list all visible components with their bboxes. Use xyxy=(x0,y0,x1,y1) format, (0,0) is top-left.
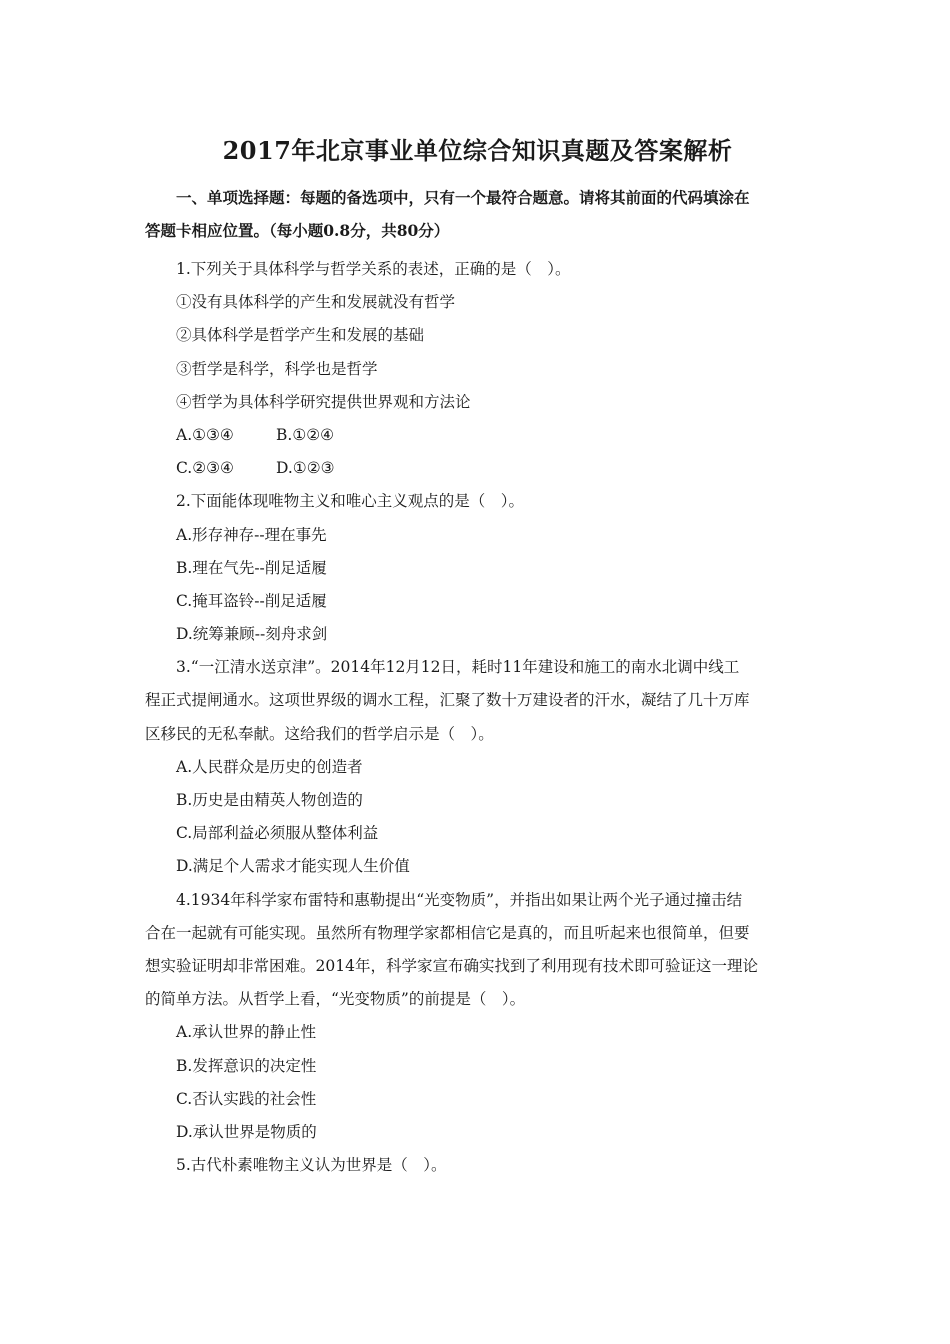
question-4-option-a: A.承认世界的静止性 xyxy=(176,1023,317,1042)
question-2-option-c: C.掩耳盗铃--削足适履 xyxy=(176,591,327,610)
question-3-stem-line-2: 程正式提闸通水。这项世界级的调水工程，汇聚了数十万建设者的汗水，凝结了几十万库 xyxy=(145,691,750,710)
section-heading-line-1: 一、单项选择题：每题的备选项中，只有一个最符合题意。请将其前面的代码填涂在 xyxy=(176,188,750,207)
question-4-option-c: C.否认实践的社会性 xyxy=(176,1089,317,1108)
section-heading-line-2: 答题卡相应位置。（每小题0.8分，共80分） xyxy=(145,221,450,240)
question-4-stem-line-1: 4.1934年科学家布雷特和惠勒提出“光变物质”，并指出如果让两个光子通过撞击结 xyxy=(176,890,743,909)
question-1-stem: 1.下列关于具体科学与哲学关系的表述，正确的是（ ）。 xyxy=(176,260,571,278)
question-2-option-d: D.统筹兼顾--刻舟求剑 xyxy=(176,625,328,644)
question-1-statement-1: ①没有具体科学的产生和发展就没有哲学 xyxy=(176,293,456,312)
question-1-options-row-1 xyxy=(145,419,810,452)
question-2-option-b: B.理在气先--削足适履 xyxy=(176,558,327,577)
question-3-stem-line-1: 3.“一江清水送京津”。2014年12月12日，耗时11年建设和施工的南水北调中线工 xyxy=(176,658,740,677)
question-4-stem-line-3: 想实验证明却非常困难。2014年，科学家宣布确实找到了利用现有技术即可验证这一理论 xyxy=(145,956,758,975)
question-3-option-c: C.局部利益必须服从整体利益 xyxy=(176,824,379,843)
document-title: 2017年北京事业单位综合知识真题及答案解析 xyxy=(222,136,733,165)
question-4-option-b: B.发挥意识的决定性 xyxy=(176,1056,317,1075)
question-3-option-b: B.历史是由精英人物创造的 xyxy=(176,791,363,809)
question-1-option-c: C.②③④ xyxy=(176,459,234,478)
question-3-option-a: A.人民群众是历史的创造者 xyxy=(176,757,363,776)
question-1-option-b: B.①②④ xyxy=(276,425,335,444)
question-4-option-d: D.承认世界是物质的 xyxy=(176,1122,317,1141)
question-3-option-d: D.满足个人需求才能实现人生价值 xyxy=(176,857,410,876)
question-5-stem: 5.古代朴素唯物主义认为世界是（ ）。 xyxy=(176,1156,447,1175)
question-1-statement-4: ④哲学为具体科学研究提供世界观和方法论 xyxy=(176,392,471,411)
section-heading xyxy=(145,181,810,247)
question-4-stem-line-2: 合在一起就有可能实现。虽然所有物理学家都相信它是真的，而且听起来也很简单，但要 xyxy=(145,923,750,942)
question-2-stem: 2.下面能体现唯物主义和唯心主义观点的是（ ）。 xyxy=(176,492,525,511)
question-list xyxy=(145,253,810,1182)
question-3-stem-line-3: 区移民的无私奉献。这给我们的哲学启示是（ ）。 xyxy=(145,724,494,743)
question-4-stem-line-4: 的简单方法。从哲学上看，“光变物质”的前提是（ ）。 xyxy=(145,990,526,1009)
question-1-statement-2: ②具体科学是哲学产生和发展的基础 xyxy=(176,326,425,345)
question-1-statement-3: ③哲学是科学，科学也是哲学 xyxy=(176,359,378,378)
question-1-options-row-2 xyxy=(145,452,810,485)
question-2-option-a: A.形存神存--理在事先 xyxy=(176,525,327,544)
question-1-option-d: D.①②③ xyxy=(276,459,335,478)
question-1-option-a: A.①③④ xyxy=(176,425,234,444)
